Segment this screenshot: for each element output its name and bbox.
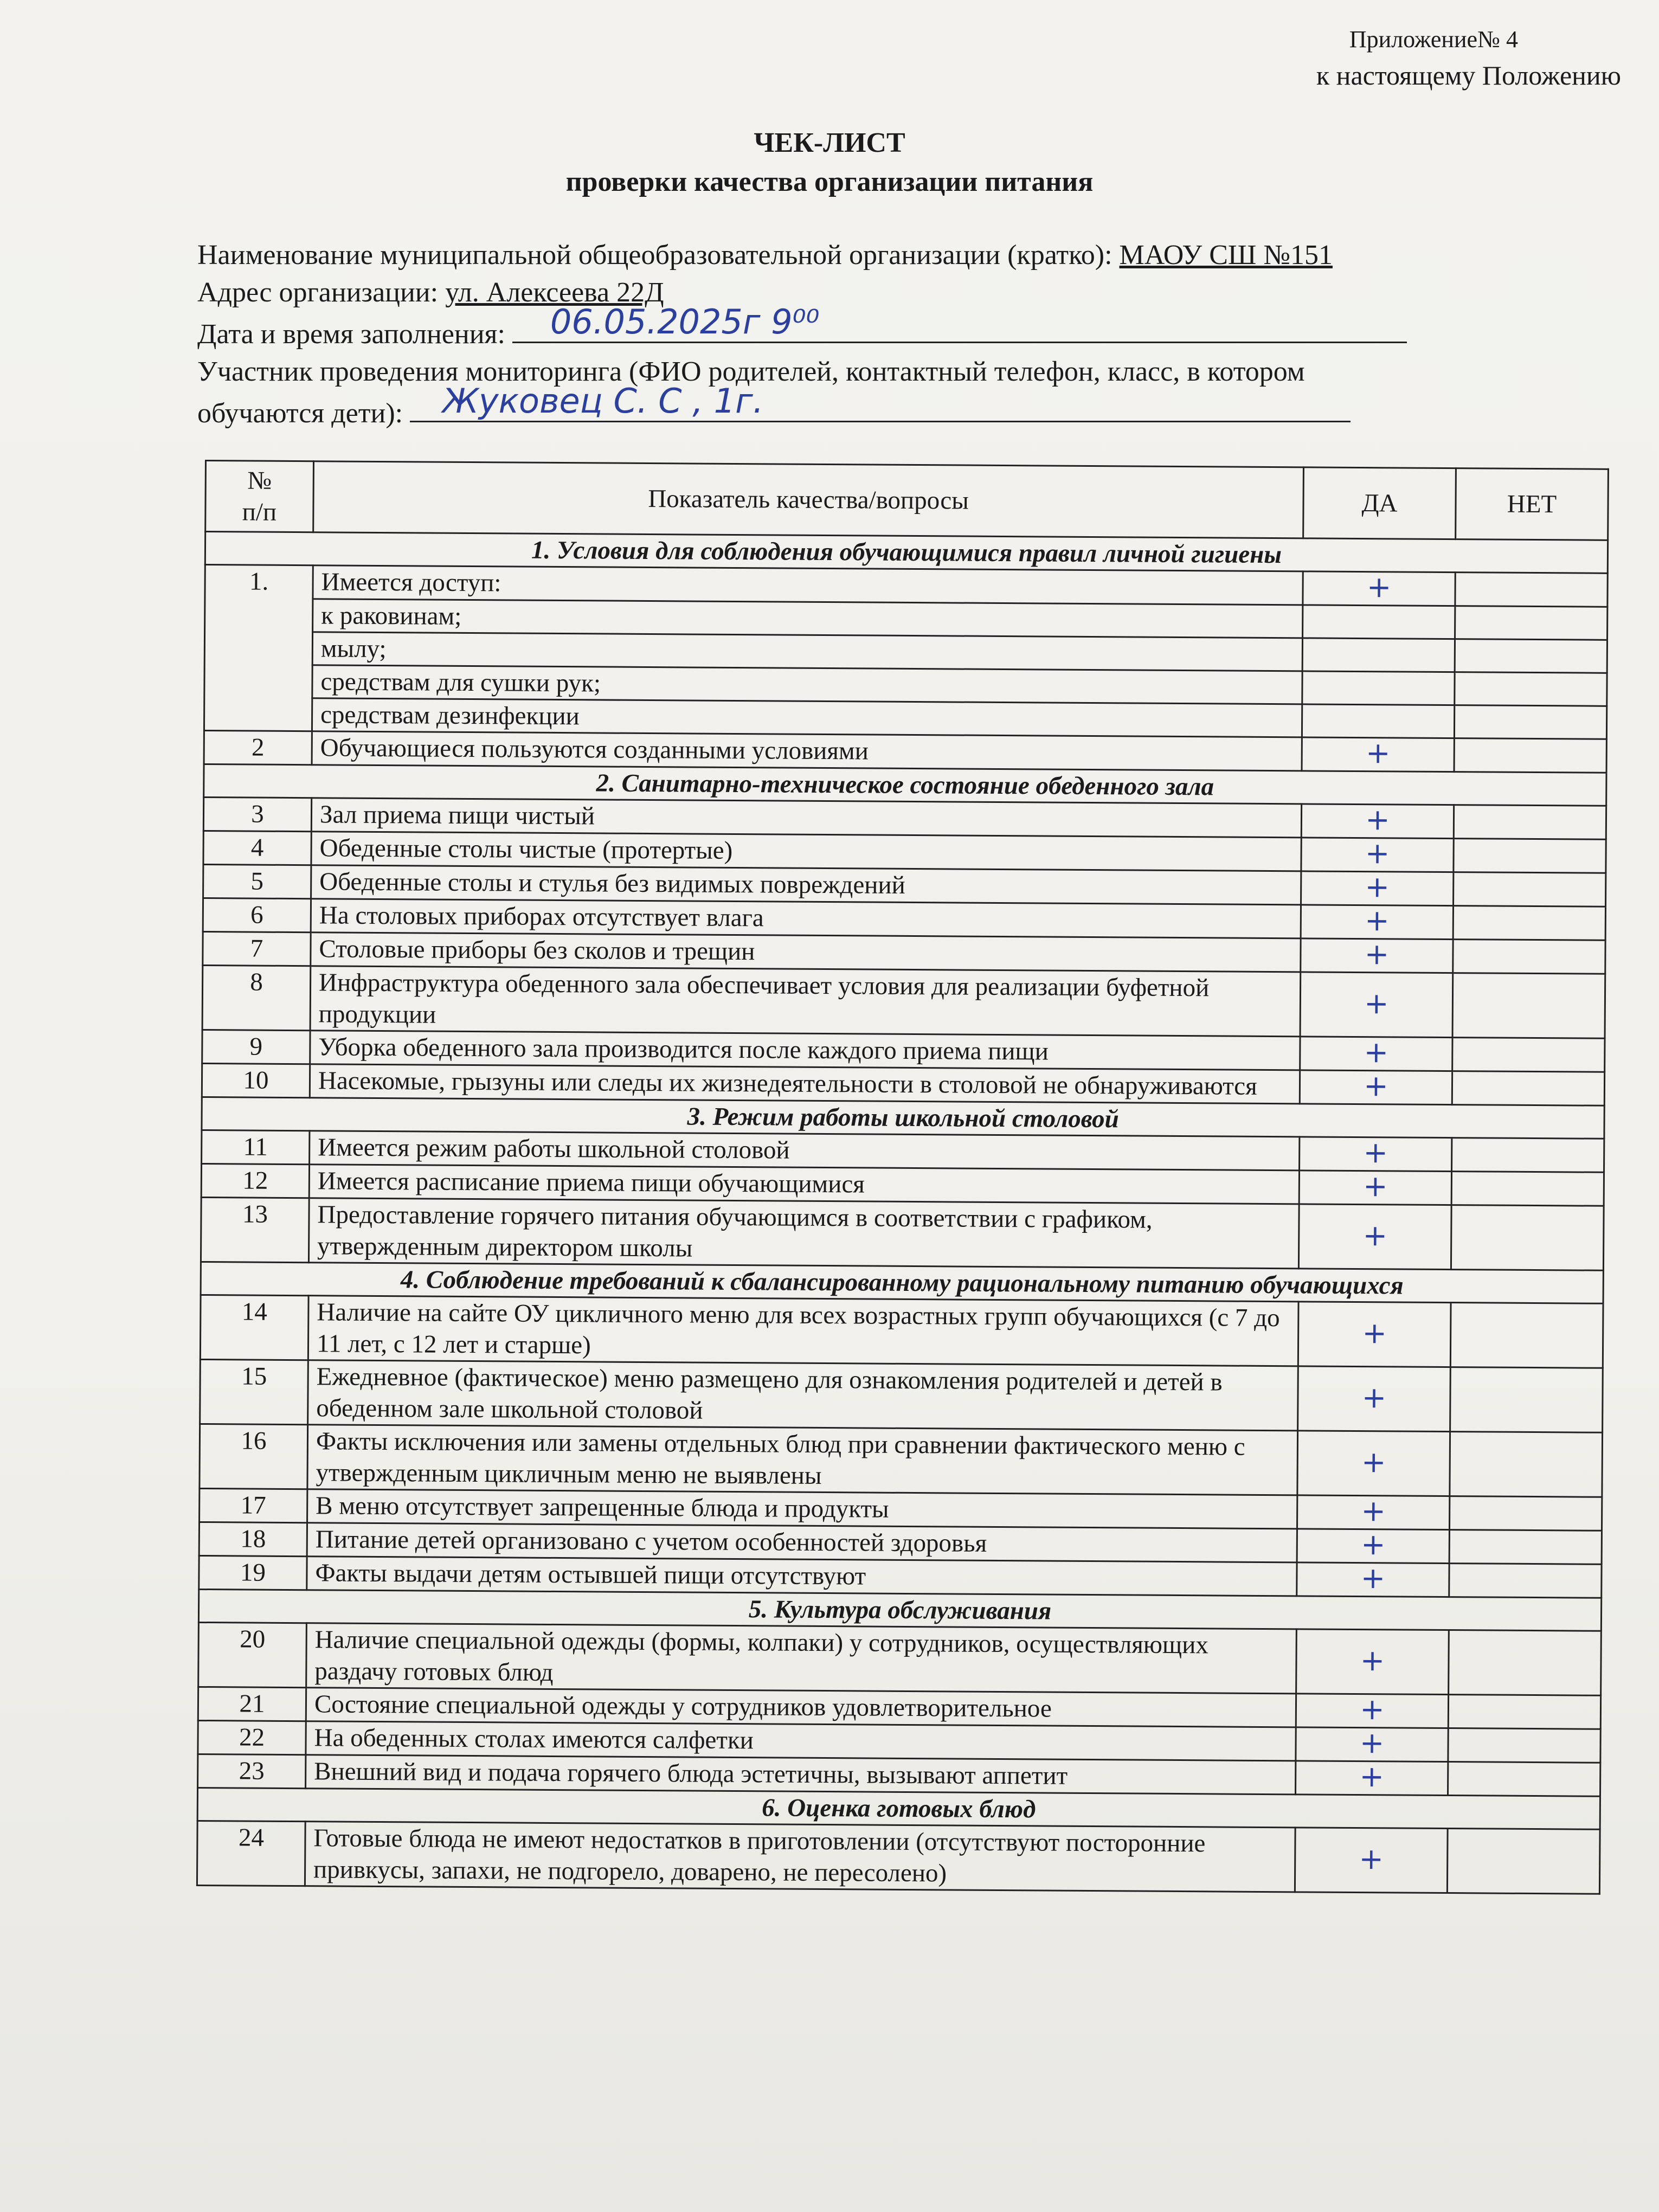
yes-cell [1300,1137,1452,1172]
indicator-text: Зал приема пищи чистый [311,798,1301,838]
participant-value: Жуковец С. С , 1г. [442,381,764,421]
no-cell [1455,573,1607,607]
yes-mark: + [1360,1643,1385,1677]
no-cell [1452,1071,1604,1106]
no-cell [1451,1172,1604,1206]
row-number: 14 [200,1295,308,1360]
datetime-blank [512,302,1407,343]
table-row [200,1424,1603,1497]
yes-cell [1302,638,1455,672]
table-row [200,1295,1603,1368]
indicator-text: Факты исключения или замены отдельных блюд при сравнении фактического меню с утвержденным цикличным меню не выявлены [307,1425,1298,1495]
yes-mark: + [1359,1841,1384,1876]
no-cell [1448,1695,1600,1729]
no-cell [1455,606,1607,640]
row-number: 3 [203,797,311,831]
yes-cell [1297,1431,1450,1496]
yes-cell [1297,1562,1449,1597]
datetime-label: Дата и время заполнения: [197,319,512,350]
row-number: 22 [198,1720,306,1754]
yes-cell [1301,905,1453,940]
yes-mark: + [1366,570,1392,605]
no-cell [1449,1496,1602,1531]
indicator-text: В меню отсутствует запрещенные блюда и продукты [307,1489,1297,1529]
row-number: 7 [203,931,311,966]
header-yes: ДА [1303,467,1456,539]
indicator-text: средствам дезинфекции [312,698,1302,737]
no-cell [1453,940,1605,974]
no-cell [1454,738,1606,773]
section-title: 4. Соблюдение требований к сбалансированному рациональному питанию обучающихся [201,1262,1603,1303]
header-num: № п/п [205,461,314,532]
yes-cell [1298,1302,1451,1367]
row-number: 13 [201,1197,309,1262]
row-number: 18 [199,1522,307,1556]
indicator-text: На обеденных столах имеются салфетки [306,1721,1296,1761]
checklist-table [196,460,1609,1895]
no-cell [1449,1530,1602,1565]
yes-cell [1296,1629,1449,1695]
no-cell [1450,1303,1603,1368]
indicator-text: Обеденные столы и стулья без видимых повреждений [311,865,1301,905]
indicator-text: Наличие специальной одежды (формы, колпаки) у сотрудников, осуществляющих раздачу готовых блюд [306,1623,1297,1694]
yes-mark: + [1359,1759,1385,1794]
yes-cell [1301,838,1454,872]
title-block [0,124,1659,202]
header-no: НЕТ [1456,468,1609,541]
yes-cell [1301,871,1454,906]
section-title: 1. Условия для соблюдения обучающимися правил личной гигиены [205,532,1607,574]
indicator-text: Имеется расписание приема пищи обучающимися [309,1165,1299,1204]
table-row [200,1359,1603,1432]
table-body [197,532,1607,1894]
indicator-text: средствам для сушки рук; [312,665,1302,704]
yes-mark: + [1363,1135,1388,1170]
appendix-line-1: Приложение№ 4 [1349,26,1518,53]
yes-mark: + [1364,1035,1389,1070]
section-title: 3. Режим работы школьной столовой [202,1097,1604,1139]
table-row [202,965,1605,1038]
no-cell [1453,906,1605,941]
indicator-text: Столовые приборы без сколов и трещин [311,933,1301,972]
yes-cell [1295,1761,1448,1796]
yes-cell [1303,571,1455,606]
yes-mark: + [1365,836,1390,871]
participant-label-line1: Участник проведения мониторинга (ФИО родителей, контактный телефон, класс, в котором [197,356,1305,387]
no-cell [1454,872,1606,907]
no-cell [1448,1728,1600,1763]
no-cell [1448,1762,1600,1797]
yes-mark: + [1363,1169,1388,1204]
document-title: ЧЕК-ЛИСТ [754,127,905,158]
indicator-text: Состояние специальной одежды у сотрудников удовлетворительное [306,1688,1296,1727]
no-cell [1450,1367,1603,1433]
indicator-text: Инфраструктура обеденного зала обеспечивает условия для реализации буфетной продукции [310,966,1301,1037]
no-cell [1455,672,1607,706]
no-cell [1452,973,1605,1039]
no-cell [1452,1138,1604,1173]
header-indicator: Показатель качества/вопросы [313,461,1304,538]
row-number: 5 [203,864,311,898]
yes-mark: + [1361,1444,1386,1479]
yes-mark: + [1361,1494,1386,1528]
no-cell [1454,805,1606,840]
org-value: МАОУ СШ №151 [1119,240,1333,271]
address-value: ул. Алексеева 22Д [445,277,664,308]
row-number: 10 [202,1063,310,1097]
indicator-text: Уборка обеденного зала производится после каждого приема пищи [310,1031,1300,1070]
row-number: 23 [198,1754,306,1788]
yes-mark: + [1361,1527,1386,1562]
row-number: 1. [204,565,313,731]
yes-mark: + [1362,1218,1388,1252]
section-title: 5. Культура обслуживания [198,1589,1601,1631]
yes-cell [1296,1694,1448,1728]
row-number: 21 [198,1687,306,1721]
indicator-text: Обучающиеся пользуются созданными условиями [312,731,1302,771]
yes-cell [1303,605,1455,639]
no-cell [1447,1829,1600,1894]
indicator-text: Насекомые, грызуны или следы их жизнедеятельности в столовой не обнаруживаются [310,1064,1300,1104]
row-number: 24 [197,1821,305,1886]
yes-cell [1299,1171,1451,1205]
table-row [201,1197,1604,1270]
yes-cell [1300,1070,1452,1105]
yes-cell [1300,1037,1452,1071]
indicator-text: Ежедневное (фактическое) меню размещено для ознакомления родителей и детей в обеденном зале школьной столовой [308,1360,1298,1431]
no-cell [1450,1432,1603,1497]
form-fields [197,236,1488,432]
yes-cell [1301,938,1453,973]
table-row [198,1622,1602,1695]
row-number: 4 [203,831,311,865]
row-number: 17 [200,1488,307,1522]
indicator-text: Наличие на сайте ОУ цикличного меню для всех возрастных групп обучающихся (с 7 до 11 лет, с 12 лет и старше) [308,1296,1298,1366]
yes-cell [1302,671,1455,705]
address-label: Адрес организации: [197,277,446,308]
yes-cell [1302,704,1454,738]
row-number: 19 [199,1555,307,1590]
table-header-row [205,461,1609,541]
indicator-text: Готовые блюда не имеют недостатков в приготовлении (отсутствуют посторонние привкусы, запахи, не подгорело, доварено, не пересолено) [305,1822,1295,1892]
yes-mark: + [1360,1561,1386,1596]
participant-label-2: обучаются дети): [197,398,410,429]
row-number: 16 [200,1424,308,1489]
section-title: 2. Санитарно-техническое состояние обеденного зала [204,764,1606,806]
no-cell [1449,1564,1602,1598]
yes-cell [1297,1529,1449,1564]
datetime-value: 06.05.2025г 9⁰⁰ [550,302,820,342]
yes-cell [1297,1495,1449,1530]
indicator-text: Обеденные столы чистые (протертые) [311,832,1301,871]
indicator-text: мылу; [312,632,1302,671]
document-subtitle: проверки качества организации питания [565,166,1094,197]
org-label: Наименование муниципальной общеобразовательной организации (кратко): [197,240,1120,271]
yes-mark: + [1364,1069,1388,1103]
row-number: 2 [204,730,312,764]
row-number: 20 [198,1622,307,1687]
row-number: 12 [201,1163,309,1198]
yes-mark: + [1365,802,1390,837]
participant-blank [410,381,1351,422]
no-cell [1455,639,1607,673]
yes-cell [1302,737,1454,772]
yes-mark: + [1364,937,1390,972]
yes-mark: + [1365,736,1391,770]
yes-cell [1300,972,1453,1038]
row-number: 8 [202,965,311,1030]
appendix-line-2: к настоящему Положению [1316,60,1621,91]
yes-mark: + [1359,1726,1385,1760]
indicator-text: Внешний вид и подача горячего блюда эстетичны, вызывают аппетит [306,1755,1296,1795]
table-row [197,1821,1600,1894]
row-number: 9 [202,1030,310,1064]
appendix-note [1316,22,1621,93]
yes-mark: + [1362,1315,1387,1350]
indicator-text: Предоставление горячего питания обучающимся в соответствии с графиком, утвержденным директором школы [308,1198,1299,1269]
row-number: 11 [202,1130,310,1164]
yes-mark: + [1360,1692,1385,1727]
section-title: 6. Оценка готовых блюд [197,1787,1600,1829]
no-cell [1454,705,1606,740]
yes-cell [1298,1204,1451,1270]
no-cell [1452,1038,1605,1072]
yes-mark: + [1364,986,1389,1020]
indicator-text: Факты выдачи детям остывшей пищи отсутствуют [307,1557,1297,1596]
yes-cell [1298,1366,1451,1432]
yes-cell [1295,1828,1448,1893]
org-field [197,236,1488,274]
indicator-text: Имеется режим работы школьной столовой [310,1131,1300,1171]
indicator-text: На столовых приборах отсутствует влага [311,899,1301,938]
yes-mark: + [1361,1380,1387,1414]
no-cell [1454,839,1606,873]
yes-cell [1296,1727,1448,1762]
row-number: 6 [203,898,311,932]
indicator-text: Имеется доступ: [313,565,1303,605]
datetime-field [197,302,1488,353]
yes-mark: + [1365,870,1390,904]
address-field [197,274,1488,311]
no-cell [1451,1205,1604,1271]
indicator-text: Питание детей организовано с учетом особенностей здоровья [307,1523,1297,1562]
yes-cell [1301,804,1454,839]
indicator-text: к раковинам; [313,599,1303,638]
no-cell [1449,1630,1602,1696]
row-number: 15 [200,1359,308,1424]
participant-field [197,381,1488,432]
yes-mark: + [1365,903,1390,938]
